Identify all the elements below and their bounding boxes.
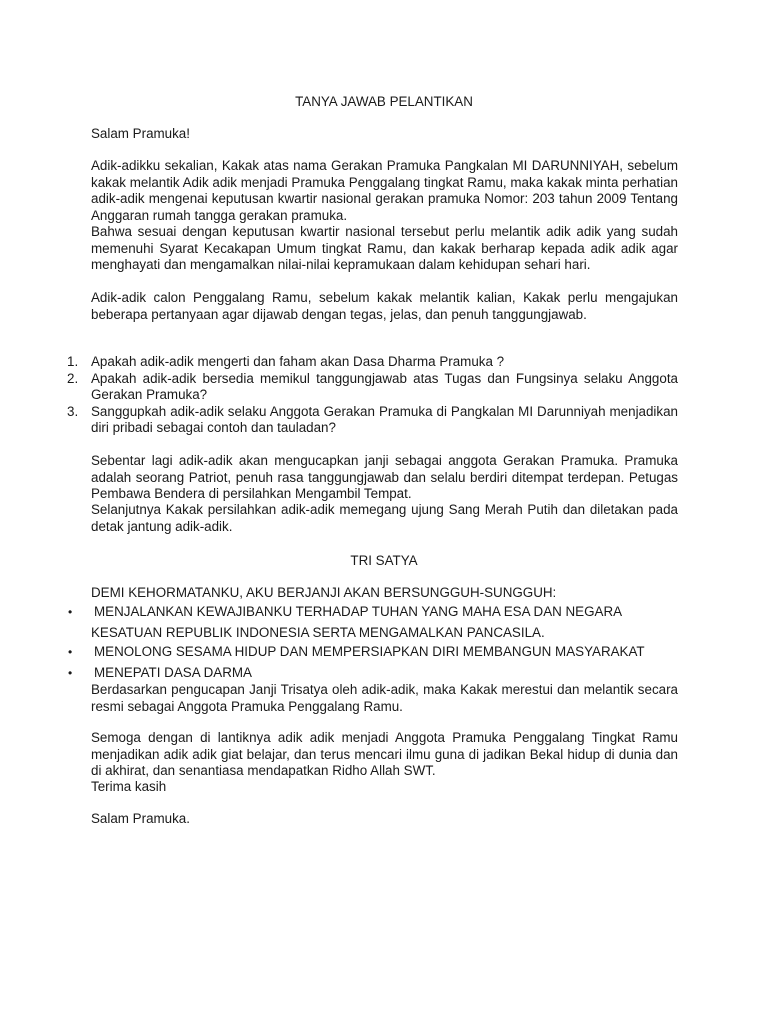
tri-satya-line: MENEPATI DASA DARMA bbox=[94, 665, 252, 680]
pledge-paragraph-1: Sebentar lagi adik-adik akan mengucapkan janji sebagai anggota Gerakan Pramuka. Pramuka adalah seorang Patriot, penuh rasa tanggungjawab dan selalu berdiri ditempat terdepan. Petugas Pembawa Bendera di persilahkan Mengambil Tempat. bbox=[91, 453, 678, 502]
thanks-text: Terima kasih bbox=[91, 779, 167, 794]
greeting: Salam Pramuka! bbox=[91, 126, 190, 141]
question-item bbox=[67, 370, 678, 404]
question-text: Apakah adik-adik bersedia memikul tanggungjawab atas Tugas dan Fungsinya selaku Anggota Gerakan Pramuka? bbox=[91, 370, 678, 403]
pledge-paragraph-2: Selanjutnya Kakak persilahkan adik-adik memegang ujung Sang Merah Putih dan diletakan pada detak jantung adik-adik. bbox=[91, 502, 678, 534]
intro-paragraph-2: Bahwa sesuai dengan keputusan kwartir nasional tersebut perlu melantik adik adik yang sudah memenuhi Syarat Kecakapan Umum tingkat Ramu, dan kakak berharap kepada adik adik agar menghayati dan mengamalkan nilai-nilai kepramukaan dalam kehidupan sehari hari. bbox=[91, 224, 678, 273]
question-number: 1. bbox=[67, 354, 79, 369]
question-text: Sanggupkah adik-adik selaku Anggota Gerakan Pramuka di Pangkalan MI Darunniyah menjadikan diri pribadi sebagai contoh dan tauladan? bbox=[91, 403, 678, 436]
question-item bbox=[67, 354, 678, 371]
question-number: 3. bbox=[67, 403, 79, 419]
tri-satya-item bbox=[68, 604, 678, 621]
document-title: TANYA JAWAB PELANTIKAN bbox=[295, 94, 473, 109]
questions-list bbox=[67, 354, 678, 437]
sign-off: Salam Pramuka. bbox=[91, 811, 190, 826]
question-item bbox=[67, 403, 678, 437]
tri-satya-title: TRI SATYA bbox=[350, 553, 418, 568]
tri-satya-item bbox=[68, 665, 678, 682]
intro-paragraph-3: Adik-adik calon Penggalang Ramu, sebelum kakak melantik kalian, Kakak perlu mengajukan beberapa pertanyaan agar dijawab dengan tegas, jelas, dan penuh tanggungjawab. bbox=[91, 290, 678, 322]
closing-paragraph-1: Berdasarkan pengucapan Janji Trisatya oleh adik-adik, maka Kakak merestui dan melantik secara resmi sebagai Anggota Pramuka Penggalang Ramu. bbox=[91, 682, 678, 714]
tri-satya-line: MENOLONG SESAMA HIDUP DAN MEMPERSIAPKAN DIRI MEMBANGUN MASYARAKAT bbox=[94, 644, 645, 659]
bullet-icon: • bbox=[68, 645, 73, 659]
tri-satya-intro: DEMI KEHORMATANKU, AKU BERJANJI AKAN BERSUNGGUH-SUNGGUH: bbox=[91, 585, 557, 600]
tri-satya-line: MENJALANKAN KEWAJIBANKU TERHADAP TUHAN YANG MAHA ESA DAN NEGARA bbox=[94, 604, 623, 619]
question-text: Apakah adik-adik mengerti dan faham akan Dasa Dharma Pramuka ? bbox=[91, 354, 505, 369]
tri-satya-item bbox=[68, 644, 678, 661]
bullet-icon: • bbox=[68, 605, 73, 619]
bullet-icon: • bbox=[68, 666, 73, 680]
question-number: 2. bbox=[67, 370, 79, 386]
intro-paragraph-1: Adik-adikku sekalian, Kakak atas nama Gerakan Pramuka Pangkalan MI DARUNNIYAH, sebelum kakak melantik Adik adik menjadi Pramuka Penggalang tingkat Ramu, maka kakak minta perhatian adik-adik mengenai keputusan kwartir nasional gerakan pramuka Nomor: 203 tahun 2009 Tentang Anggaran rumah tangga gerakan pramuka. bbox=[91, 158, 678, 223]
tri-satya-line: KESATUAN REPUBLIK INDONESIA SERTA MENGAMALKAN PANCASILA. bbox=[91, 625, 545, 640]
closing-paragraph-2: Semoga dengan di lantiknya adik adik menjadi Anggota Pramuka Penggalang Tingkat Ramu menjadikan adik adik giat belajar, dan terus mencari ilmu guna di jadikan Bekal hidup di dunia dan di akhirat, dan senantiasa mendapatkan Ridho Allah SWT. bbox=[91, 730, 678, 779]
